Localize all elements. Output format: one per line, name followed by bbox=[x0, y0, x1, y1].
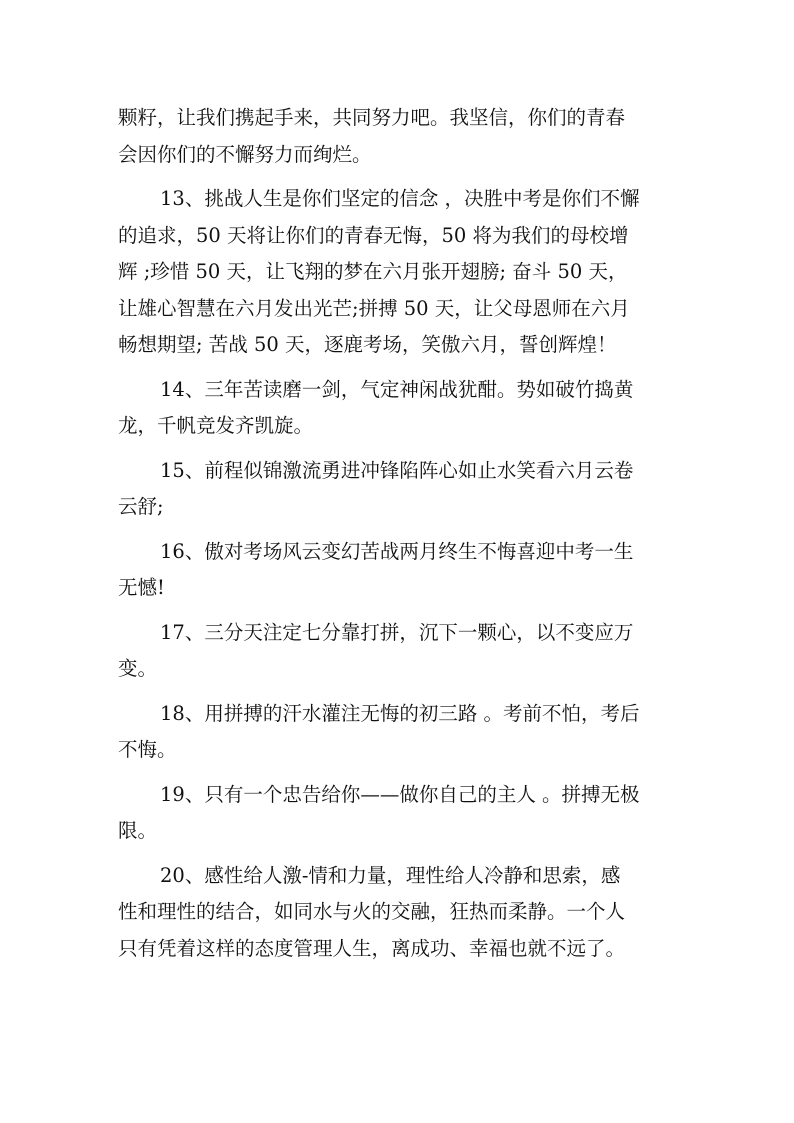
text-line: 14、三年苦读磨一剑，气定神闲战犹酣。势如破竹捣黄 bbox=[160, 377, 634, 401]
text-line: 的追求，50 天将让你们的青春无悔，50 将为我们的母校增 bbox=[118, 223, 629, 247]
text-line: 只有凭着这样的态度管理人生，离成功、幸福也就不远了。 bbox=[118, 936, 626, 960]
text-line: 云舒; bbox=[118, 495, 164, 518]
text-line: 17、三分天注定七分靠打拼，沉下一颗心，以不变应万 bbox=[160, 620, 634, 644]
text-line: 性和理性的结合，如同水与火的交融，狂热而柔静。一个人 bbox=[118, 900, 626, 923]
text-line: 畅想期望; 苦战 50 天，逐鹿考场，笑傲六月，誓创辉煌！ bbox=[118, 333, 617, 356]
text-line: 让雄心智慧在六月发出光芒;拼搏 50 天，让父母恩师在六月 bbox=[118, 296, 630, 320]
text-line: 18、用拼搏的汗水灌注无悔的初三路 。考前不怕，考后 bbox=[160, 701, 640, 725]
text-line: 不悔。 bbox=[118, 738, 177, 761]
paragraph-continuation bbox=[118, 100, 678, 173]
paragraph-20 bbox=[118, 858, 678, 968]
text-line: 16、傲对考场风云变幻苦战两月终生不悔喜迎中考一生 bbox=[160, 539, 634, 563]
text-line: 龙，千帆竞发齐凯旋。 bbox=[118, 414, 314, 437]
text-line: 20、感性给人激-情和力量，理性给人冷静和思索，感 bbox=[160, 863, 621, 887]
text-line: 15、前程似锦激流勇进冲锋陷阵心如止水笑看六月云卷 bbox=[160, 458, 634, 482]
paragraph-15 bbox=[118, 453, 678, 526]
text-line: 会因你们的不懈努力而绚烂。 bbox=[118, 142, 372, 166]
paragraph-17 bbox=[118, 615, 678, 688]
text-line: 颗籽，让我们携起手来，共同努力吧。我坚信，你们的青春 bbox=[118, 106, 626, 129]
paragraph-14 bbox=[118, 372, 678, 445]
text-line: 辉 ;珍惜 50 天，让飞翔的梦在六月张开翅膀; 奋斗 50 天， bbox=[118, 260, 628, 283]
text-line: 19、只有一个忠告给你——做你自己的主人 。拼搏无极 bbox=[160, 782, 640, 806]
text-line: 无憾! bbox=[118, 576, 165, 599]
text-line: 13、挑战人生是你们坚定的信念 ，决胜中考是你们不懈 bbox=[160, 187, 640, 210]
document-body bbox=[118, 100, 678, 967]
text-line: 变。 bbox=[118, 657, 158, 680]
paragraph-13 bbox=[118, 181, 678, 364]
paragraph-19 bbox=[118, 777, 678, 850]
text-line: 限。 bbox=[118, 819, 158, 842]
paragraph-18 bbox=[118, 696, 678, 769]
paragraph-16 bbox=[118, 534, 678, 607]
